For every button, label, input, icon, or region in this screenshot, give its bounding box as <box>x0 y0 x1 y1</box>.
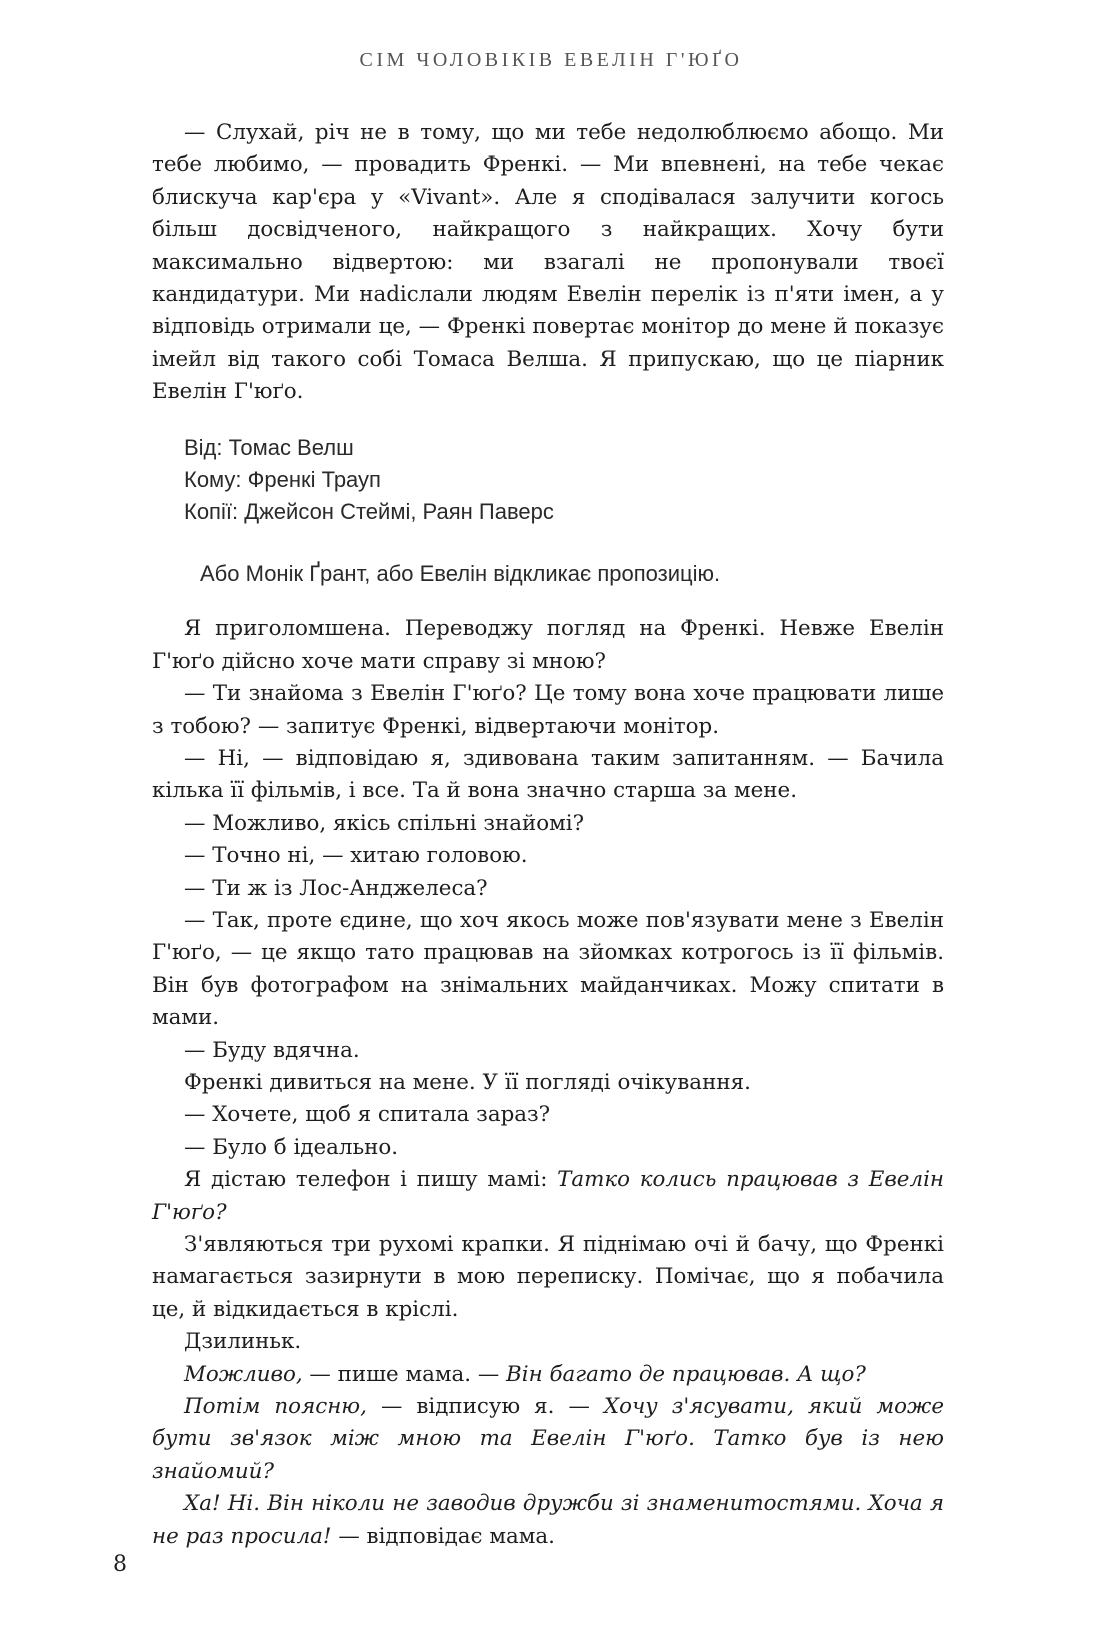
text-message: Він багато де працював. А що? <box>506 1361 866 1387</box>
email-excerpt <box>152 432 944 591</box>
paragraph: З'являються три рухомі крапки. Я піднімаю очі й бачу, що Френкі намагається зазирнути в мою переписку. Помічає, що я побачила це, й відкидається в кріслі. <box>152 1232 944 1322</box>
running-head: СІМ ЧОЛОВІКІВ ЕВЕЛІН Г'ЮҐО <box>359 49 743 71</box>
paragraph: — Було б ідеально. <box>184 1134 399 1160</box>
text-message: Потім поясню, <box>184 1394 367 1420</box>
body-text <box>152 117 944 1553</box>
text-message: Татко колись працював з Евелін Г'юґо? <box>152 1167 944 1225</box>
paragraph: — Буду вдячна. <box>184 1037 360 1063</box>
email-cc: Копії: Джейсон Стеймі, Раян Паверс <box>184 499 554 525</box>
email-from: Від: Томас Велш <box>184 434 354 460</box>
phone-paragraph-lead: Я дістаю телефон і пишу мамі: <box>184 1167 558 1193</box>
text-exchange <box>152 1391 944 1488</box>
paragraph: — Ні, — відповідаю я, здивована таким запитанням. — Бачила кілька її фільмів, і все. Та й вона значно старша за мене. <box>152 745 944 804</box>
paragraph: Я приголомшена. Переводжу погляд на Френкі. Невже Евелін Г'юґо дійсно хоче мати справу зі мною? <box>152 616 944 674</box>
text-message: Ха! Ні. Він ніколи не заводив дружби зі знаменитостями. Хоча я не раз просила! <box>152 1491 944 1549</box>
paragraph: — Слухай, річ не в тому, що ми тебе недолюблюємо абощо. Ми тебе любимо, — провадить Френкі. — Ми впевнені, на тебе чекає блискуча кар'єра у «Vivant». Але я сподівалася залучити когось більш досвідченого, найкращого з найкращих. Хочу бути максимально відвертою: ми взагалі не пропонували твоєї кандидатури. Ми наdіслали людям Евелін перелік із п'яти імен, а у відповідь отримали це, — Френкі повертає монітор до мене й показує імейл від такого собі Томаса Велша. Я припускаю, що це піарник Евелін Г'юґо. <box>152 120 944 405</box>
paragraph: — Можливо, якісь спільні знайомі? <box>184 810 585 836</box>
paragraph: — Хочете, щоб я спитала зараз? <box>184 1102 551 1128</box>
text-message: Можливо, <box>184 1361 303 1387</box>
paragraph: — Ти ж із Лос-Анджелеса? <box>184 875 488 901</box>
paragraph: Дзилиньк. <box>184 1329 302 1355</box>
phone-paragraph <box>152 1164 944 1229</box>
narration: — пише мама. — <box>302 1361 507 1387</box>
page-number: 8 <box>113 1552 127 1577</box>
email-message: Або Монік Ґрант, або Евелін відкликає пропозицію. <box>200 560 721 586</box>
paragraph: — Так, проте єдине, що хоч якось може пов'язувати мене з Евелін Г'юґо, — це якщо тато працював на зйомках котрогось із її фільмів. Він був фотографом на знімальних майданчиках. Можу спитати в мами. <box>152 907 944 1031</box>
narration: — відписую я. — <box>366 1394 604 1420</box>
paragraph: — Ти знайома з Евелін Г'юґо? Це тому вона хоче працювати лише з тобою? — запитує Френкі, відвертаючи монітор. <box>152 681 944 739</box>
paragraph: — Точно ні, — хитаю головою. <box>184 843 528 869</box>
text-message: Хочу з'ясувати, який може бути зв'язок між мною та Евелін Г'юґо. Татко був із нею знайомий? <box>152 1394 944 1484</box>
text-exchange <box>152 1359 944 1391</box>
paragraph: Френкі дивиться на мене. У її погляді очікування. <box>184 1069 751 1095</box>
email-to: Кому: Френкі Трауп <box>184 467 381 493</box>
text-exchange <box>152 1488 944 1553</box>
narration: — відповідає мама. <box>331 1523 555 1549</box>
